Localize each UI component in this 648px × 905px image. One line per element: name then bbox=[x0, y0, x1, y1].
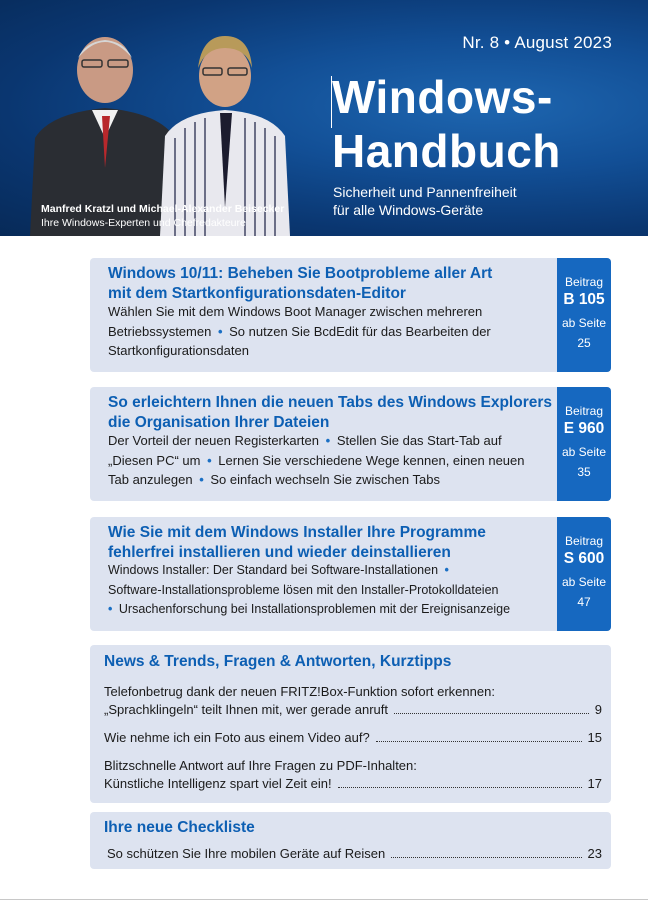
desc-line bbox=[108, 431, 538, 451]
desc-text: Tab anzulegen bbox=[108, 472, 193, 487]
entry-row bbox=[104, 701, 602, 719]
magazine-title-line2: Handbuch bbox=[332, 125, 561, 177]
badge-page: 25 bbox=[577, 336, 591, 350]
bullet-separator: • bbox=[199, 472, 204, 487]
desc-text: So einfach wechseln Sie zwischen Tabs bbox=[210, 472, 440, 487]
toc-entry-page-17[interactable] bbox=[104, 757, 602, 793]
entry-line: Blitzschnelle Antwort auf Ihre Fragen zu PDF-Inhalten: bbox=[104, 758, 417, 773]
desc-line bbox=[108, 581, 548, 601]
desc-line bbox=[108, 451, 538, 471]
article-badge bbox=[557, 387, 611, 501]
entry-line: „Sprachklingeln“ teilt Ihnen mit, wer gerade anruft bbox=[104, 702, 388, 717]
leader-dots bbox=[376, 740, 582, 742]
page-number: 17 bbox=[587, 776, 602, 791]
leader-dots bbox=[394, 712, 589, 714]
issue-number: Nr. 8 • August 2023 bbox=[462, 33, 612, 52]
subtitle-line1: Sicherheit und Pannenfreiheit bbox=[333, 184, 517, 200]
leader-dots bbox=[338, 786, 582, 788]
article-description bbox=[108, 302, 538, 361]
entry-row bbox=[107, 845, 602, 863]
article-title bbox=[108, 264, 528, 304]
article-title-line2: fehlerfrei installieren und wieder deinstallieren bbox=[108, 544, 451, 561]
desc-text: Der Vorteil der neuen Registerkarten bbox=[108, 433, 320, 448]
article-badge bbox=[557, 258, 611, 372]
badge-label: Beitrag bbox=[564, 275, 604, 289]
toc-entry-page-9[interactable] bbox=[104, 683, 602, 719]
desc-line bbox=[108, 561, 548, 581]
news-section-title: News & Trends, Fragen & Antworten, Kurztipps bbox=[104, 653, 452, 670]
entry-line: Wie nehme ich ein Foto aus einem Video auf? bbox=[104, 730, 370, 745]
article-title-line1: Wie Sie mit dem Windows Installer Ihre Programme bbox=[108, 524, 486, 541]
article-title bbox=[108, 523, 528, 563]
bullet-separator: • bbox=[108, 602, 113, 616]
desc-line bbox=[108, 322, 538, 342]
badge-page: 35 bbox=[577, 465, 591, 479]
desc-text: Windows Installer: Der Standard bei Software-Installationen bbox=[108, 563, 439, 577]
badge-from: ab Seite bbox=[561, 445, 607, 459]
subtitle-line2: für alle Windows-Geräte bbox=[333, 202, 484, 218]
authors-role: Ihre Windows-Experten und Chefredakteure bbox=[41, 217, 246, 229]
badge-from: ab Seite bbox=[561, 316, 607, 330]
toc-entry-page-23[interactable] bbox=[107, 845, 602, 863]
article-description bbox=[108, 431, 538, 490]
badge-page: 47 bbox=[577, 595, 591, 609]
page-number: 9 bbox=[594, 702, 602, 717]
bullet-separator: • bbox=[444, 563, 449, 577]
article-title-line2: mit dem Startkonfigurationsdaten-Editor bbox=[108, 285, 406, 302]
badge-code: E 960 bbox=[563, 420, 605, 437]
article-title-line1: Windows 10/11: Beheben Sie Bootprobleme aller Art bbox=[108, 265, 493, 282]
badge-code: S 600 bbox=[563, 550, 605, 567]
page-number: 23 bbox=[587, 846, 602, 861]
badge-label: Beitrag bbox=[564, 404, 604, 418]
desc-text: Software-Installationsprobleme lösen mit den Installer-Protokolldateien bbox=[108, 582, 499, 597]
toc-entry-page-15[interactable] bbox=[104, 729, 602, 747]
desc-line bbox=[108, 470, 538, 490]
desc-text: So nutzen Sie BcdEdit für das Bearbeiten der bbox=[229, 323, 491, 339]
badge-code: B 105 bbox=[563, 291, 605, 308]
magazine-subtitle bbox=[333, 183, 517, 219]
entry-line: Telefonbetrug dank der neuen FRITZ!Box-Funktion sofort erkennen: bbox=[104, 684, 495, 699]
cover-header bbox=[0, 0, 648, 236]
article-card-s600[interactable] bbox=[90, 517, 611, 631]
checklist-section bbox=[90, 812, 611, 869]
desc-text: Ursachenforschung bei Installationsproblemen mit der Ereignisanzeige bbox=[118, 602, 511, 616]
news-section bbox=[90, 645, 611, 803]
desc-text: „Diesen PC“ um bbox=[108, 452, 201, 468]
leader-dots bbox=[391, 856, 581, 858]
article-title-line1: So erleichtern Ihnen die neuen Tabs des Windows Explorers bbox=[108, 394, 553, 411]
bullet-separator: • bbox=[217, 323, 223, 339]
authors-names: Manfred Kratzl und Michael-Alexander Beisecker bbox=[41, 203, 285, 215]
desc-text: Betriebssystemen bbox=[108, 323, 212, 339]
checklist-title: Ihre neue Checkliste bbox=[104, 819, 255, 836]
entry-row bbox=[104, 775, 602, 793]
entry-row bbox=[104, 729, 602, 747]
article-title bbox=[108, 393, 553, 433]
desc-line: Startkonfigurationsdaten bbox=[108, 343, 249, 358]
entry-line: Künstliche Intelligenz spart viel Zeit ein! bbox=[104, 776, 332, 791]
article-title-line2: die Organisation Ihrer Dateien bbox=[108, 414, 330, 431]
article-badge bbox=[557, 517, 611, 631]
badge-from: ab Seite bbox=[561, 575, 607, 589]
desc-line bbox=[108, 600, 548, 620]
badge-label: Beitrag bbox=[564, 534, 604, 548]
desc-text: Lernen Sie verschiedene Wege kennen, einen neuen bbox=[218, 452, 525, 468]
entry-line: So schützen Sie Ihre mobilen Geräte auf Reisen bbox=[107, 846, 386, 861]
article-card-e960[interactable] bbox=[90, 387, 611, 501]
bullet-separator: • bbox=[207, 452, 212, 468]
magazine-title-line1: Windows- bbox=[332, 71, 553, 123]
article-card-b105[interactable] bbox=[90, 258, 611, 372]
desc-text: Stellen Sie das Start-Tab auf bbox=[336, 433, 502, 448]
article-description bbox=[108, 561, 548, 620]
page-bottom-divider bbox=[0, 899, 648, 900]
bullet-separator: • bbox=[325, 433, 331, 448]
page-number: 15 bbox=[587, 730, 602, 745]
desc-line: Wählen Sie mit dem Windows Boot Manager zwischen mehreren bbox=[108, 304, 483, 319]
